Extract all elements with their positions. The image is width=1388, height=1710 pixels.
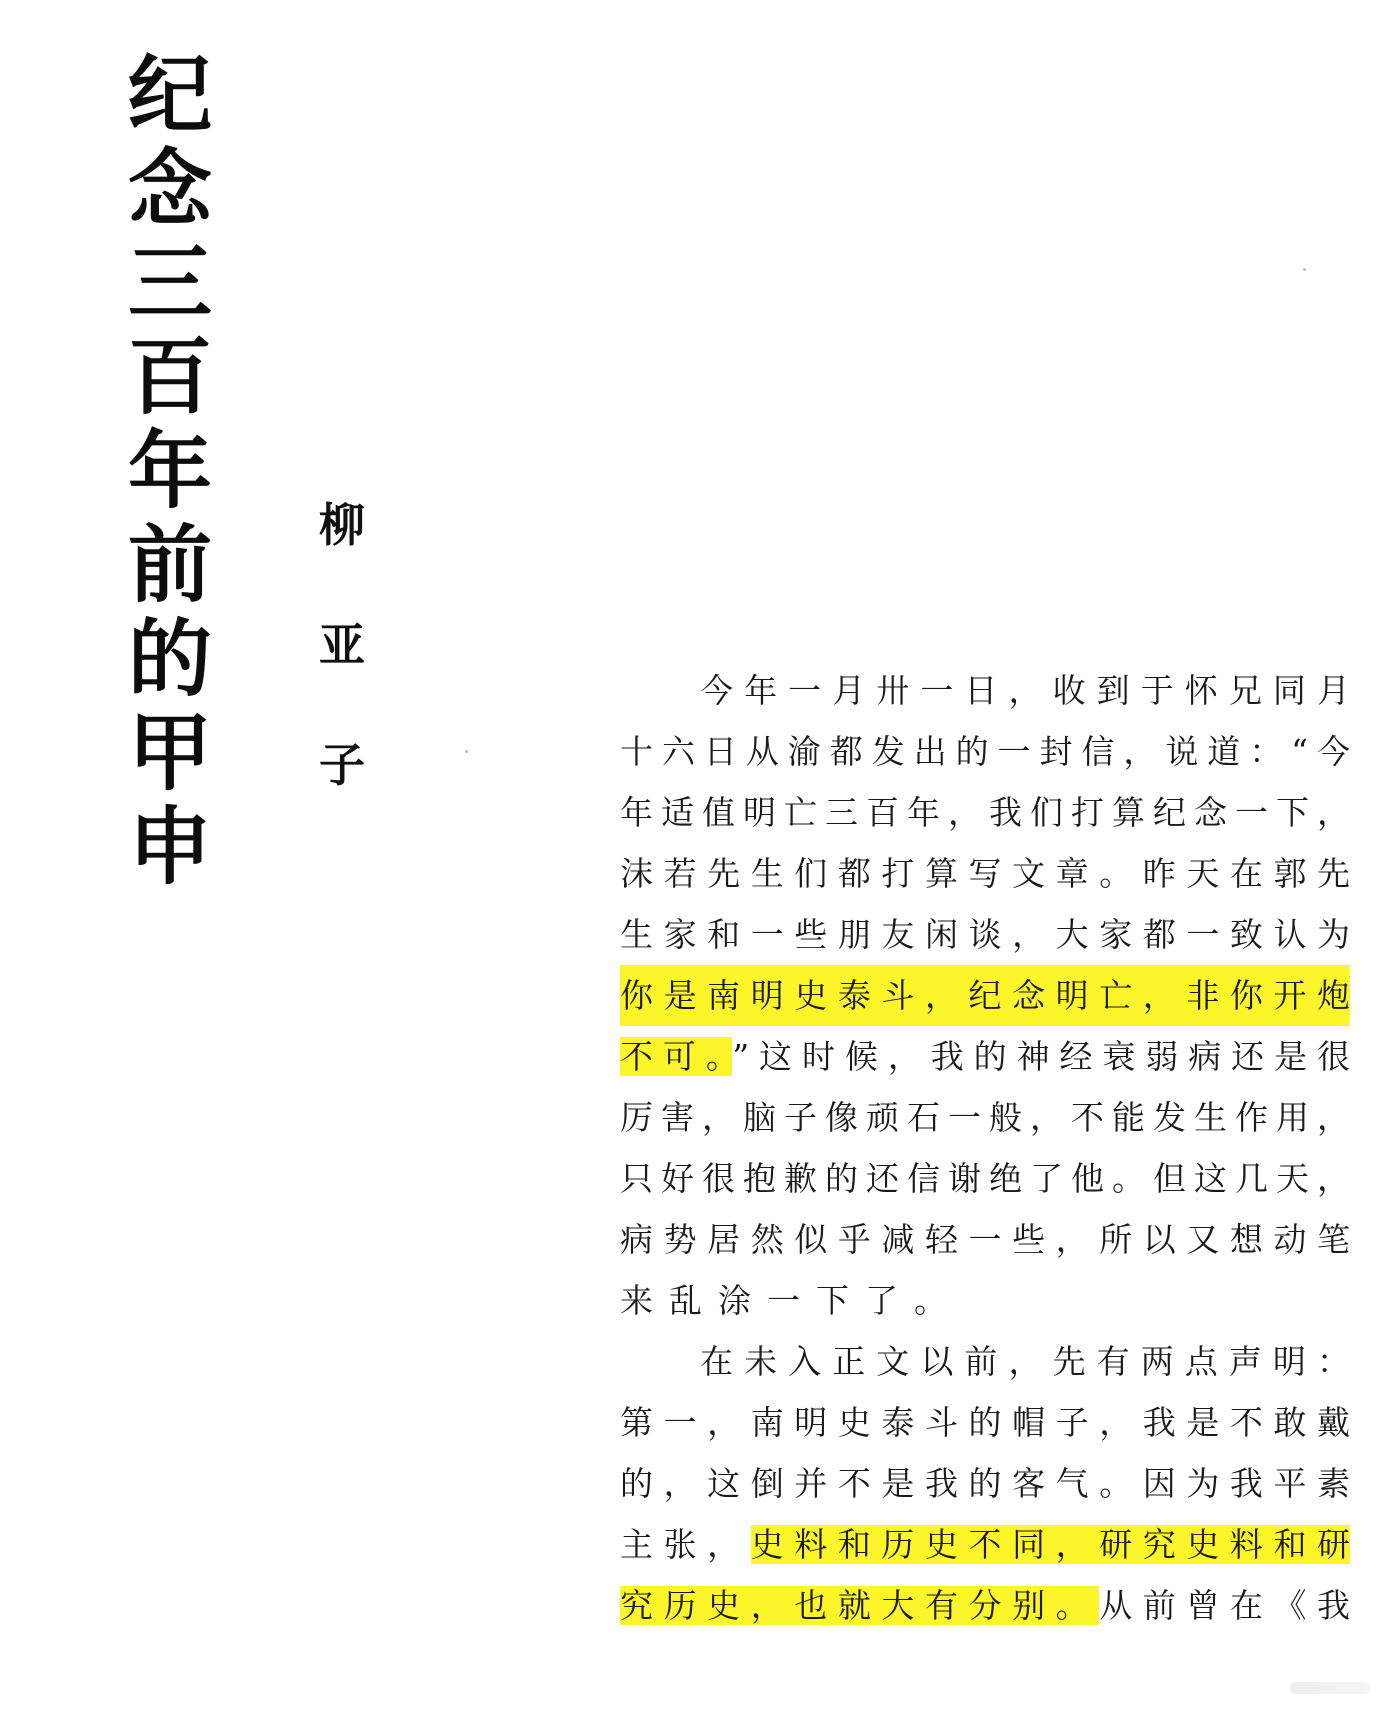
text-line: 生家和一些朋友闲谈，大家都一致认为 [620,915,1350,954]
text-line-mixed [620,1026,1350,1087]
title-char: 申 [127,798,212,896]
text-line-mixed [620,1514,1350,1575]
scan-speck [1303,268,1306,271]
title-char: 甲 [127,704,212,802]
highlighted-line: 你是南明史泰斗，纪念明亡，非你开炮 [620,965,1350,1026]
text-line: 只好很抱歉的还信谢绝了他。但这几天， [620,1159,1350,1198]
title-char: 的 [127,610,212,708]
highlight-span: 究历史，也就大有分别。 [620,1586,1100,1625]
text-line: 厉害，脑子像顽石一般，不能发生作用， [620,1098,1350,1137]
text-line: 今年一月卅一日，收到于怀兄同月 [700,671,1350,710]
title-char: 年 [127,422,212,520]
text-span: 主张， [620,1525,751,1564]
author-char: 子 [319,738,365,792]
text-line: 沫若先生们都打算写文章。昨天在郭先 [620,854,1350,893]
title-char: 百 [127,328,212,426]
author-name [312,495,372,855]
title-char: 前 [127,516,212,614]
highlight-span: 史料和历史不同，研究史料和研 [750,1525,1350,1564]
article-title [122,48,218,894]
author-char: 柳 [319,498,365,552]
text-span: 从前曾在《我 [1099,1586,1350,1625]
text-line: 病势居然似乎减轻一些，所以又想动笔 [620,1220,1350,1259]
article-body [620,660,1350,1636]
watermark-mark [1290,1682,1370,1694]
paragraph-2 [620,1331,1350,1636]
text-line: 十六日从渝都发出的一封信，说道：“今 [620,732,1350,771]
highlight-span: 不可。 [620,1037,733,1076]
scan-speck [465,750,468,753]
text-line: 来乱涂一下了。 [620,1281,963,1320]
text-span: ”这时候，我的神经衰弱病还是很 [732,1037,1351,1076]
paragraph-1 [620,660,1350,1331]
title-char: 念 [127,140,212,238]
title-char: 纪 [127,46,212,144]
text-line-mixed [620,1575,1350,1636]
text-line: 的，这倒并不是我的客气。因为我平素 [620,1464,1350,1503]
title-char: 三 [127,234,212,332]
text-line: 在未入正文以前，先有两点声明： [700,1342,1350,1381]
text-line: 年适值明亡三百年，我们打算纪念一下， [620,793,1350,832]
author-char: 亚 [319,618,365,672]
text-line: 第一，南明史泰斗的帽子，我是不敢戴 [620,1403,1350,1442]
